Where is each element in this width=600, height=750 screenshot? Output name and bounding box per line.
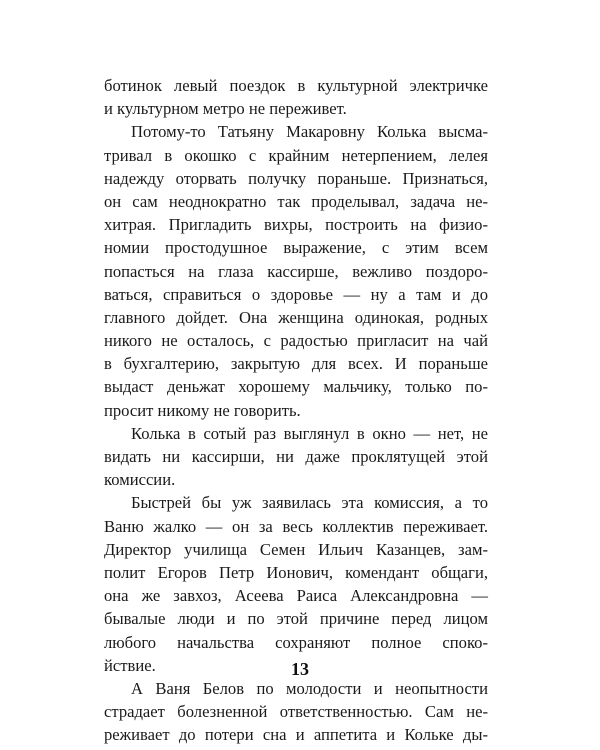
- body-text: [104, 74, 488, 746]
- text-line: выдаст деньжат хорошему мальчику, только по-: [104, 377, 488, 397]
- text-line: комиссии.: [104, 470, 176, 490]
- text-line: бывалые люди и по этой причине перед лицом: [104, 609, 488, 629]
- text-line: просит никому не говорить.: [104, 400, 301, 420]
- text-line: реживает до потери сна и аппетита и Кольке ды-: [104, 725, 488, 745]
- page-number: 13: [291, 659, 309, 679]
- text-line: Быстрей бы уж заявилась эта комиссия, а то: [131, 493, 488, 513]
- text-line: и культурном метро не переживет.: [104, 99, 347, 119]
- text-line: любого начальства сохраняют полное споко-: [104, 632, 488, 652]
- text-line: видать ни кассирши, ни даже проклятущей этой: [104, 447, 488, 466]
- text-line: номии простодушное выражение, с этим всем: [104, 238, 488, 258]
- text-line: ботинок левый поездок в культурной электричке: [104, 76, 488, 95]
- text-line: надежду оторвать получку пораньше. Признаться,: [104, 168, 488, 188]
- text-line: она же завхоз, Асеева Раиса Александровна —: [104, 586, 488, 606]
- text-line: Потому-то Татьяну Макаровну Колька высма-: [131, 122, 488, 142]
- text-line: страдает болезненной ответственностью. Сам не-: [104, 702, 488, 722]
- text-line: никого не осталось, с радостью пригласит на чай: [104, 331, 488, 351]
- text-line: А Ваня Белов по молодости и неопытности: [131, 678, 488, 698]
- text-line: Директор училища Семен Ильич Казанцев, зам-: [104, 539, 488, 559]
- text-line: Колька в сотый раз выглянул в окно — нет, не: [131, 423, 488, 443]
- text-line: полит Егоров Петр Ионович, комендант общаги,: [104, 562, 488, 582]
- text-line: тривал в окошко с крайним нетерпением, лелея: [104, 145, 488, 165]
- text-line: йствие.: [104, 655, 156, 675]
- text-line: попасться на глаза кассирше, вежливо поздоро-: [104, 261, 488, 281]
- text-line: Ваню жалко — он за весь коллектив переживает.: [104, 516, 488, 536]
- text-line: он сам неоднократно так проделывал, задача не-: [104, 191, 488, 211]
- text-line: ваться, справиться о здоровье — ну а там и до: [104, 284, 488, 304]
- text-line: в бухгалтерию, закрытую для всех. И пораньше: [104, 354, 488, 374]
- text-line: главного дойдет. Она женщина одинокая, родных: [104, 307, 488, 327]
- text-line: хитрая. Пригладить вихры, построить на физио-: [104, 215, 488, 235]
